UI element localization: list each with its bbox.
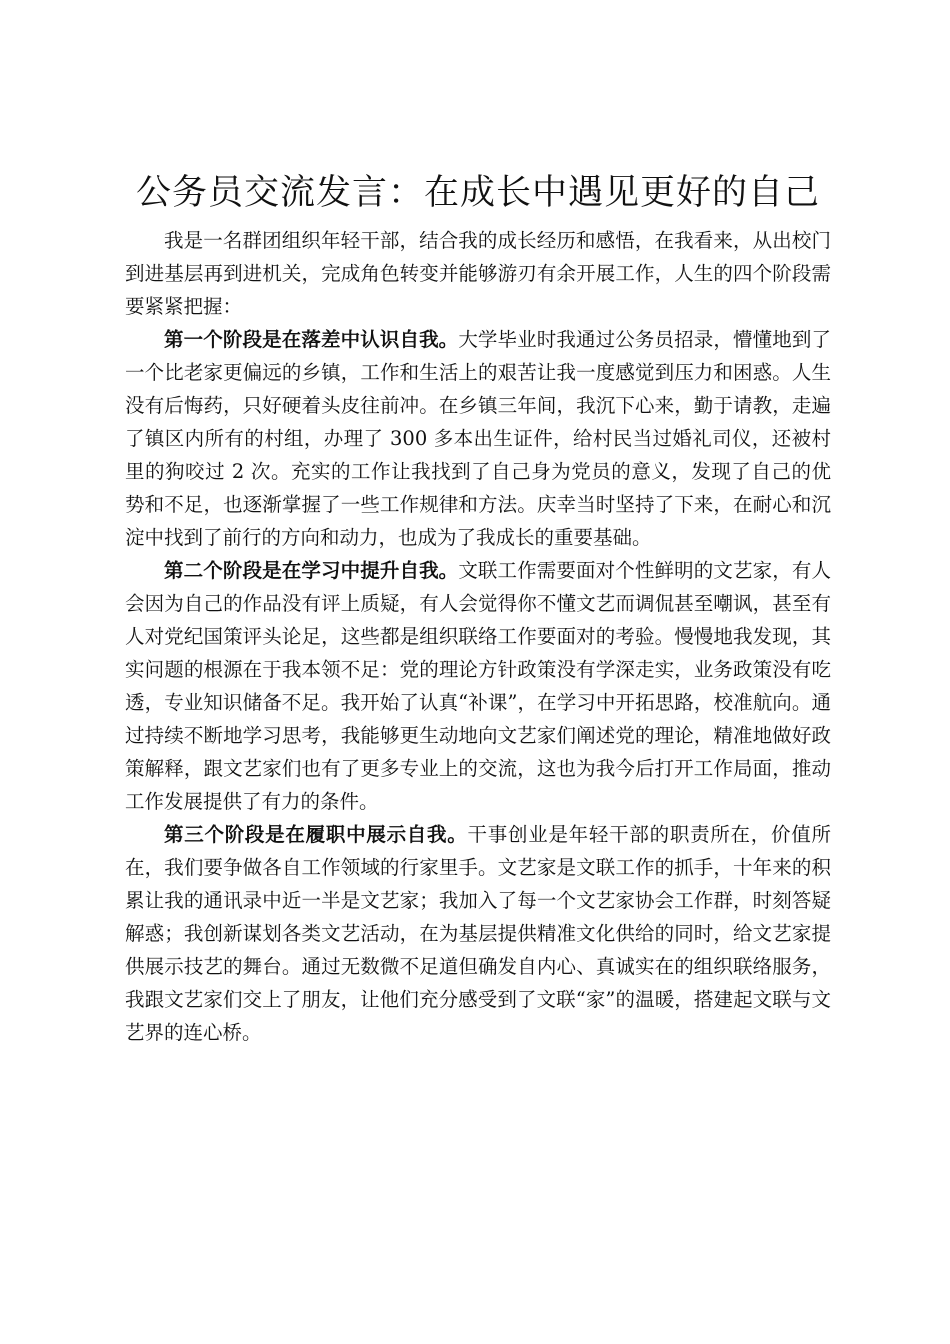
section-1-paragraph bbox=[125, 323, 831, 554]
section-2-heading: 第二个阶段是在学习中提升自我。 bbox=[164, 559, 459, 582]
intro-paragraph: 我是一名群团组织年轻干部，结合我的成长经历和感悟，在我看来，从出校门到进基层再到进机关，完成角色转变并能够游刃有余开展工作，人生的四个阶段需要紧紧把握： bbox=[125, 229, 831, 318]
section-2-paragraph bbox=[125, 554, 831, 818]
section-2-body: 文联工作需要面对个性鲜明的文艺家，有人会因为自己的作品没有评上质疑，有人会觉得你不懂文艺而调侃甚至嘲讽，甚至有人对党纪国策评头论足，这些都是组织联络工作要面对的考验。慢慢地我发现，其实问题的根源在于我本领不足：党的理论方针政策没有学深走实，业务政策没有吃透，专业知识储备不足。我开始了认真“补课”，在学习中开拓思路，校准航向。通过持续不断地学习思考，我能够更生动地向文艺家们阐述党的理论，精准地做好政策解释，跟文艺家们也有了更多专业上的交流，这也为我今后打开工作局面，推动工作发展提供了有力的条件。 bbox=[125, 559, 831, 813]
section-3-body: 干事创业是年轻干部的职责所在，价值所在，我们要争做各自工作领域的行家里手。文艺家是文联工作的抓手，十年来的积累让我的通讯录中近一半是文艺家；我加入了每一个文艺家协会工作群，时刻答疑解惑；我创新谋划各类文艺活动，在为基层提供精准文化供给的同时，给文艺家提供展示技艺的舞台。通过无数微不足道但确发自内心、真诚实在的组织联络服务，我跟文艺家们交上了朋友，让他们充分感受到了文联“家”的温暖，搭建起文联与文艺界的连心桥。 bbox=[125, 823, 831, 1044]
section-1-heading: 第一个阶段是在落差中认识自我。 bbox=[164, 328, 459, 351]
section-1-body: 大学毕业时我通过公务员招录，懵懂地到了一个比老家更偏远的乡镇，工作和生活上的艰苦让我一度感觉到压力和困惑。人生没有后悔药，只好硬着头皮往前冲。在乡镇三年间，我沉下心来，勤于请教，走遍了镇区内所有的村组，办理了 300 多本出生证件，给村民当过婚礼司仪，还被村里的狗咬过 2 次。充实的工作让我找到了自己身为党员的意义，发现了自己的优势和不足，也逐渐掌握了一些工作规律和方法。庆幸当时坚持了下来，在耐心和沉淀中找到了前行的方向和动力，也成为了我成长的重要基础。 bbox=[125, 328, 831, 549]
section-3-heading: 第三个阶段是在履职中展示自我。 bbox=[164, 823, 468, 846]
document-title: 公务员交流发言：在成长中遇见更好的自己 bbox=[135, 173, 820, 213]
section-3-paragraph bbox=[125, 818, 831, 1049]
document-page bbox=[125, 170, 831, 1049]
